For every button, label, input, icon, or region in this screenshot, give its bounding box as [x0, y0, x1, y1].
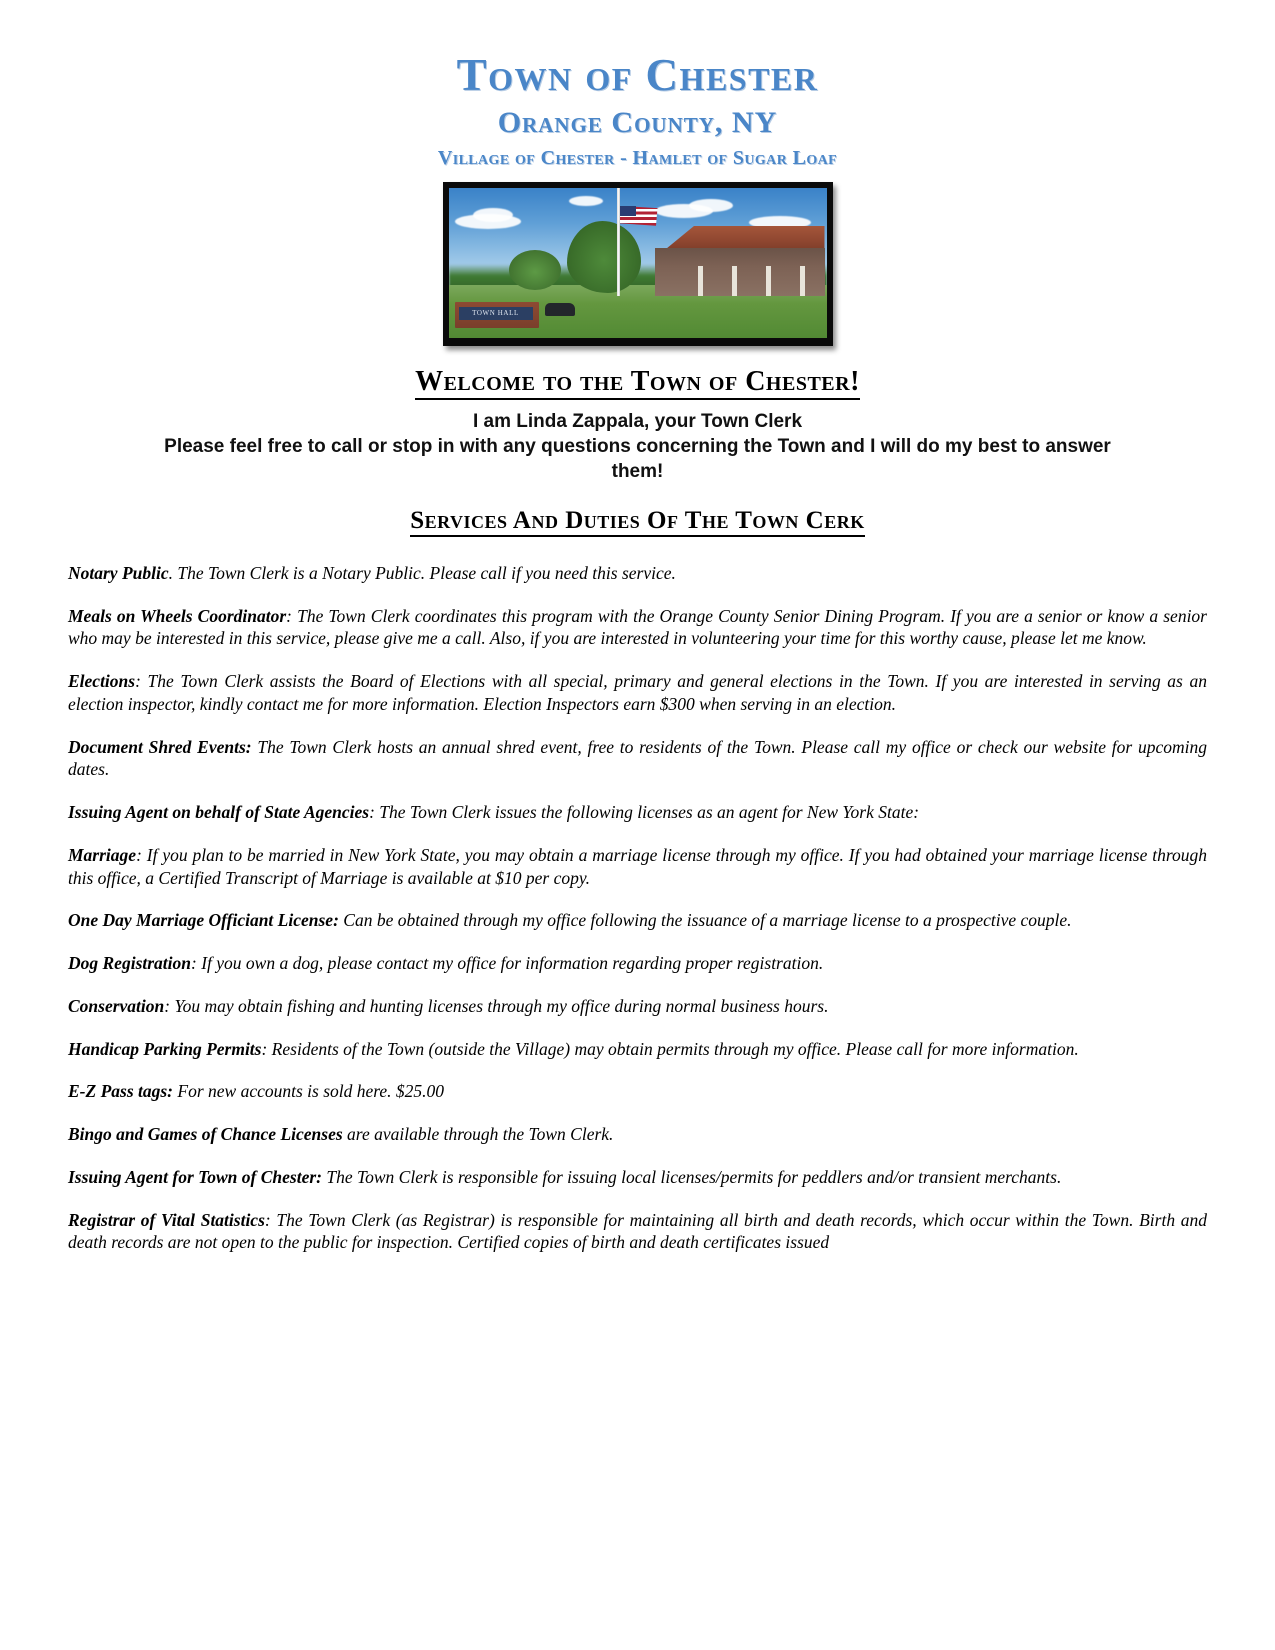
town-hall-sign-plate	[459, 307, 533, 320]
service-item	[68, 801, 1207, 824]
town-hall-sign-text: TOWN HALL	[472, 309, 519, 318]
services-section-heading	[68, 507, 1207, 535]
service-item	[68, 1038, 1207, 1061]
building-column	[800, 266, 805, 296]
town-hall-photo	[449, 188, 827, 338]
service-description: : The Town Clerk (as Registrar) is responsible for maintaining all birth and death records, which occur within the Town. Birth and death records are not open to the public for inspection. Certified copies of birth and death certificates issued	[68, 1209, 1207, 1253]
services-section-heading-text: Services And Duties Of The Town Cerk	[410, 507, 865, 537]
service-description: : If you own a dog, please contact my office for information regarding proper registration.	[191, 953, 824, 974]
flag-canton	[620, 206, 636, 216]
service-item	[68, 562, 1207, 585]
service-term: Elections	[68, 671, 136, 692]
service-description: Can be obtained through my office following the issuance of a marriage license to a prospective couple.	[338, 910, 1072, 931]
county-subtitle: Orange County, NY	[497, 106, 778, 140]
service-term: Handicap Parking Permits	[68, 1038, 262, 1059]
service-term: Document Shred Events:	[68, 736, 252, 757]
service-description: : You may obtain fishing and hunting licenses through my office during normal business hours.	[164, 995, 829, 1016]
building-column	[732, 266, 737, 296]
service-item	[68, 909, 1207, 932]
service-description: For new accounts is sold here. $25.00	[173, 1081, 445, 1102]
service-item	[68, 1123, 1207, 1146]
intro-line-2: Please feel free to call or stop in with any questions concerning the Town and I will do my best to answer them!	[164, 435, 1111, 482]
locality-tagline: Village of Chester - Hamlet of Sugar Loaf	[437, 146, 838, 169]
services-list	[68, 562, 1207, 1254]
service-item	[68, 1166, 1207, 1189]
service-description: are available through the Town Clerk.	[342, 1124, 614, 1145]
service-description: : If you plan to be married in New York State, you may obtain a marriage license through my office. If you had obtained your marriage license through this office, a Certified Transcript of Marriage is available at $10 per copy.	[68, 844, 1207, 888]
service-term: Notary Public	[68, 562, 169, 583]
service-term: Meals on Wheels Coordinator	[68, 605, 287, 626]
service-term: Conservation	[68, 995, 165, 1016]
building-column	[698, 266, 703, 296]
service-term: Issuing Agent on behalf of State Agencies	[68, 802, 370, 823]
cloud-icon	[689, 199, 733, 212]
service-term: Marriage	[68, 844, 137, 865]
service-item	[68, 1209, 1207, 1255]
service-item	[68, 736, 1207, 782]
service-description: : Residents of the Town (outside the Village) may obtain permits through my office. Please call for more information.	[261, 1038, 1079, 1059]
masthead	[68, 0, 1207, 170]
cloud-icon	[569, 196, 603, 206]
town-hall-photo-frame	[443, 182, 833, 346]
service-item	[68, 605, 1207, 651]
service-item	[68, 844, 1207, 890]
service-item	[68, 1080, 1207, 1103]
service-term: Dog Registration	[68, 953, 192, 974]
building-column	[766, 266, 771, 296]
service-description: : The Town Clerk assists the Board of Elections with all special, primary and general elections in the Town. If you are interested in serving as an election inspector, kindly contact me for more information. Election Inspectors earn $300 when serving in an election.	[68, 671, 1207, 714]
cloud-icon	[473, 208, 513, 222]
service-description: The Town Clerk hosts an annual shred event, free to residents of the Town. Please call my office or check our website for upcoming dates.	[68, 736, 1207, 780]
service-term: E-Z Pass tags:	[68, 1081, 173, 1102]
service-term: Issuing Agent for Town of Chester:	[68, 1166, 322, 1187]
intro-line-1: I am Linda Zappala, your Town Clerk	[472, 410, 803, 432]
service-description: : The Town Clerk issues the following licenses as an agent for New York State:	[369, 802, 920, 823]
service-item	[68, 670, 1207, 716]
parked-car	[545, 303, 575, 316]
tree-icon	[509, 250, 561, 290]
service-term: Bingo and Games of Chance Licenses	[68, 1124, 343, 1145]
service-term: One Day Marriage Officiant License:	[68, 910, 339, 931]
service-term: Registrar of Vital Statistics	[68, 1209, 265, 1230]
service-description: . The Town Clerk is a Notary Public. Please call if you need this service.	[168, 562, 676, 583]
flagpole	[617, 188, 620, 296]
welcome-heading-text: Welcome to the Town of Chester!	[415, 366, 860, 400]
service-item	[68, 995, 1207, 1018]
service-description: The Town Clerk is responsible for issuing local licenses/permits for peddlers and/or transient merchants.	[321, 1166, 1062, 1187]
service-item	[68, 952, 1207, 975]
welcome-heading	[68, 366, 1207, 398]
page-title: Town of Chester	[456, 50, 819, 100]
tree-icon	[567, 221, 641, 293]
service-description: : The Town Clerk coordinates this program with the Orange County Senior Dining Program. If you are a senior or know a senior who may be interested in this service, please give me a call. Also, if you are interested in volunteering your time for this worthy cause, please let me know.	[68, 605, 1207, 649]
